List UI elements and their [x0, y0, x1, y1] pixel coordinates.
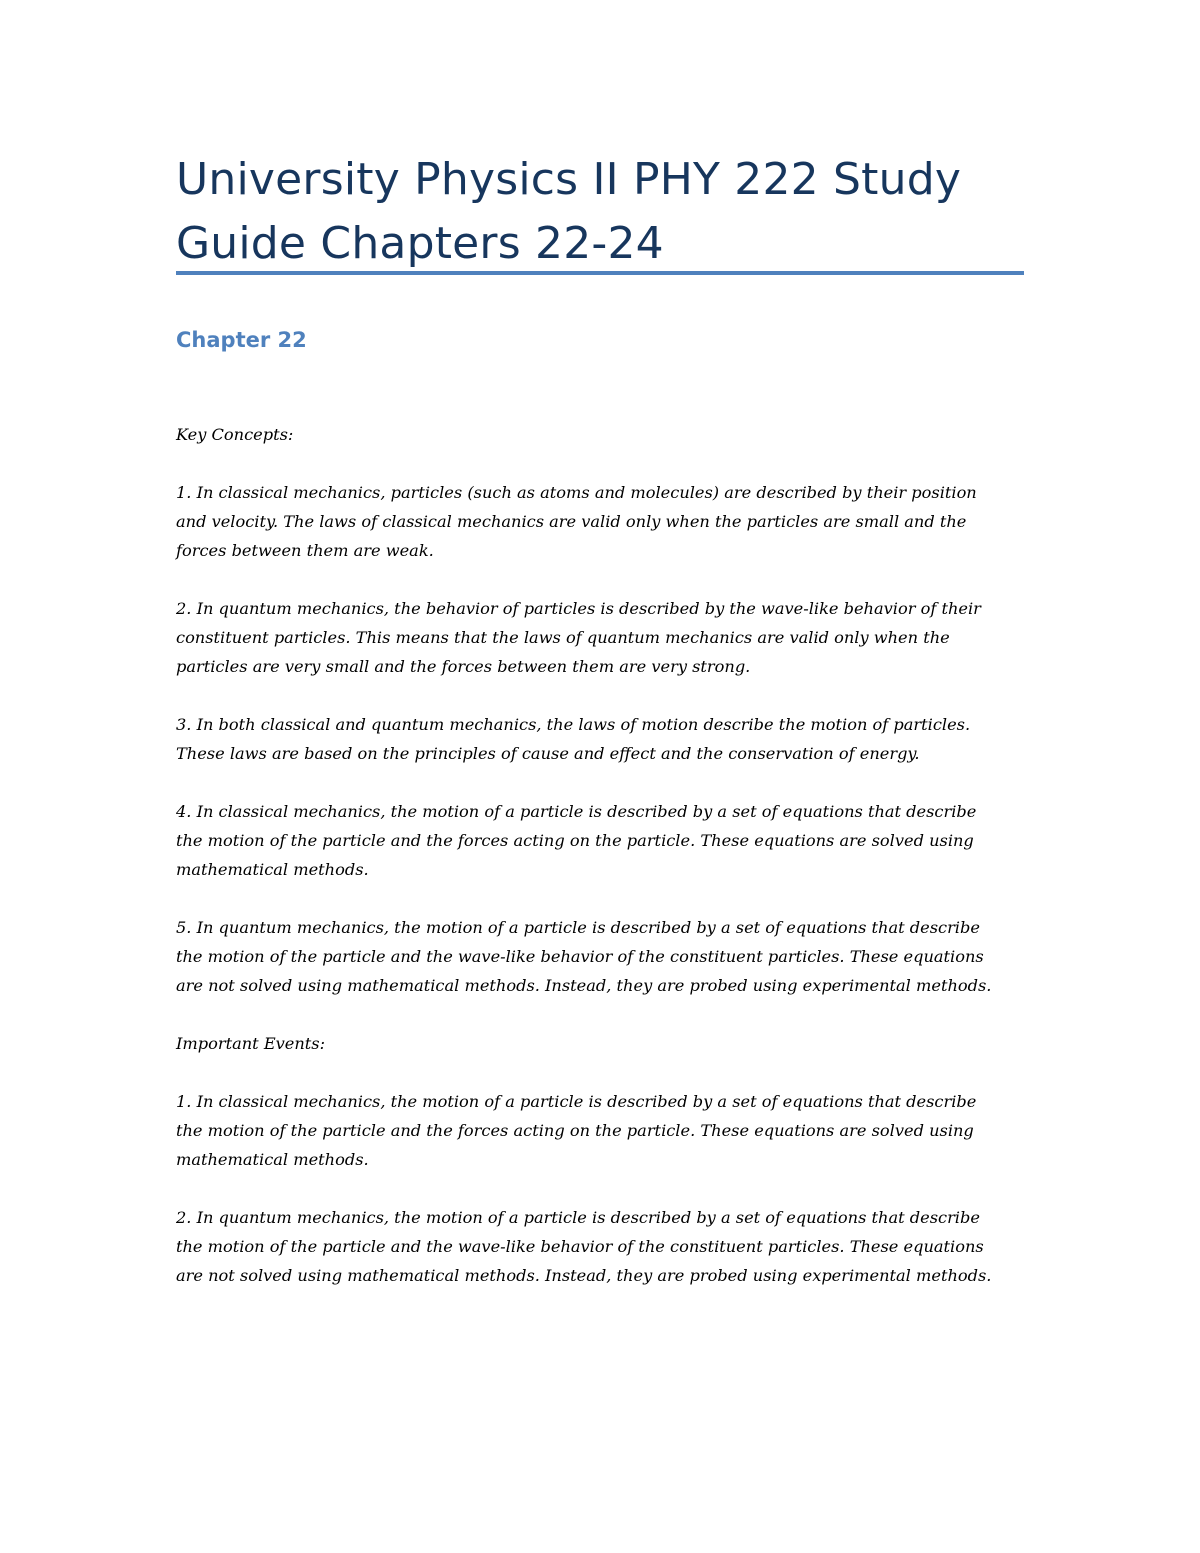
- important-event-item: 1. In classical mechanics, the motion of a particle is described by a set of equations that describe the motion of the particle and the forces acting on the particle. These equations are solved using mathematical methods.: [176, 1092, 977, 1169]
- document-title: University Physics II PHY 222 Study Guide Chapters 22-24: [176, 154, 962, 269]
- key-concept-item: 2. In quantum mechanics, the behavior of particles is described by the wave-like behavior of their constituent particles. This means that the laws of quantum mechanics are valid only when the particles are very small and the forces between them are very strong.: [176, 599, 981, 676]
- chapter-heading: Chapter 22: [176, 328, 307, 352]
- key-concept-item: 4. In classical mechanics, the motion of a particle is described by a set of equations that describe the motion of the particle and the forces acting on the particle. These equations are solved using mathematical methods.: [176, 802, 977, 879]
- key-concepts-label: Key Concepts:: [176, 425, 294, 444]
- important-event-item: 2. In quantum mechanics, the motion of a particle is described by a set of equations that describe the motion of the particle and the wave-like behavior of the constituent particles. These equations are not solved using mathematical methods. Instead, they are probed using experimental methods.: [176, 1208, 992, 1285]
- key-concept-item: 1. In classical mechanics, particles (such as atoms and molecules) are described by their position and velocity. The laws of classical mechanics are valid only when the particles are small and the forces between them are weak.: [176, 483, 977, 560]
- document-body: [176, 420, 1006, 1319]
- key-concept-item: 5. In quantum mechanics, the motion of a particle is described by a set of equations that describe the motion of the particle and the wave-like behavior of the constituent particles. These equations are not solved using mathematical methods. Instead, they are probed using experimental methods.: [176, 918, 992, 995]
- title-underline-rule: [176, 271, 1024, 275]
- key-concept-item: 3. In both classical and quantum mechanics, the laws of motion describe the motion of particles. These laws are based on the principles of cause and effect and the conservation of energy.: [176, 715, 971, 763]
- important-events-label: Important Events:: [176, 1034, 326, 1053]
